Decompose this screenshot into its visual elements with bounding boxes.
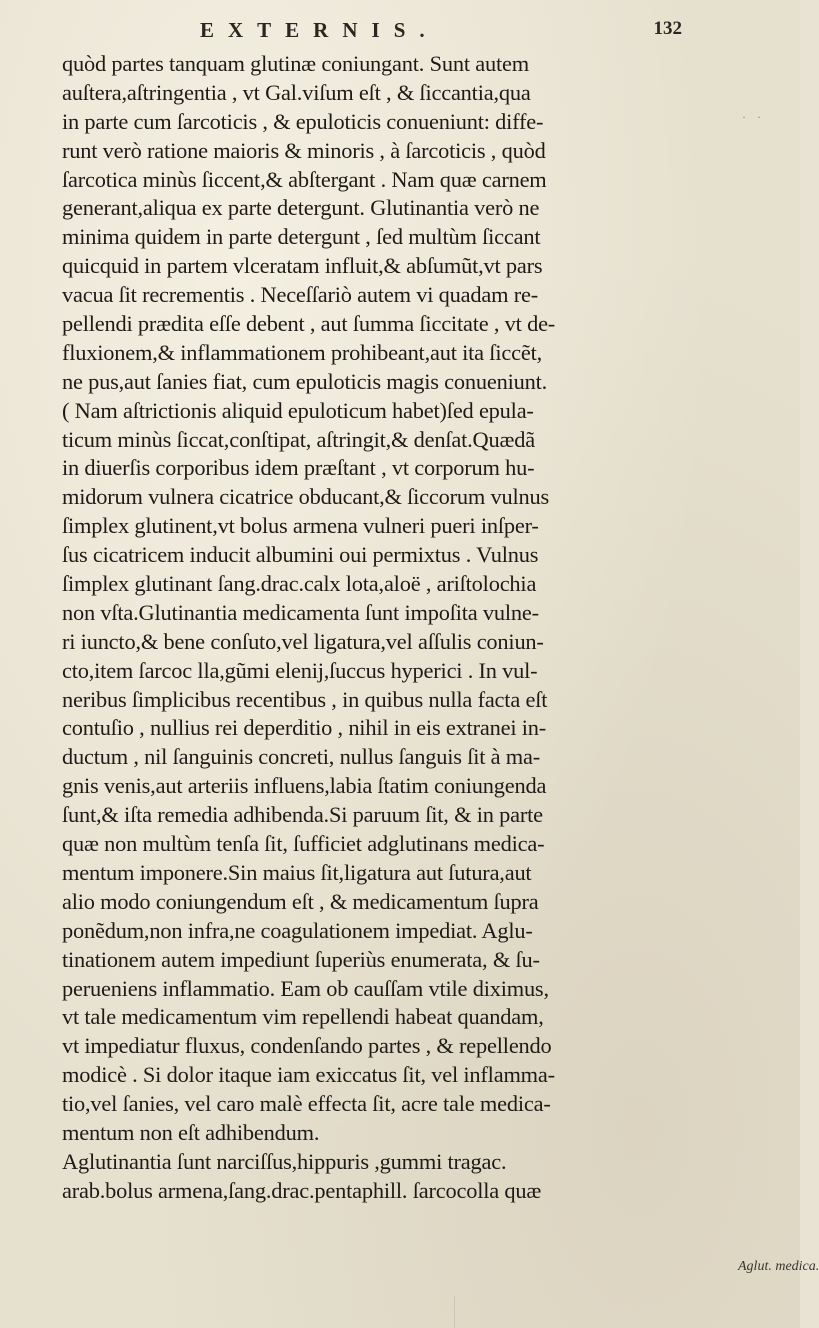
text-line: minima quidem in parte detergunt , ſed multùm ſiccant bbox=[62, 224, 541, 250]
text-line: arab.bolus armena,ſang.drac.pentaphill. ſarcocolla quæ bbox=[62, 1177, 542, 1203]
text-line: vt tale medicamentum vim repellendi habeat quandam, bbox=[62, 1004, 544, 1030]
text-line: quæ non multùm tenſa ſit, ſufficiet adglutinans medica- bbox=[62, 831, 545, 857]
text-line: pellendi prædita eſſe debent , aut ſumma ſiccitate , vt de- bbox=[62, 311, 556, 337]
text-line: perueniens inflammatio. Eam ob cauſſam vtile diximus, bbox=[62, 975, 549, 1001]
text-line: auſtera,aſtringentia , vt Gal.viſum eſt , & ſiccantia,qua bbox=[62, 79, 531, 105]
text-line: ponẽdum,non infra,ne coagulationem impediat. Aglu- bbox=[62, 917, 533, 943]
page-header bbox=[90, 12, 730, 46]
text-line: contuſio , nullius rei deperditio , nihil in eis extranei in- bbox=[62, 715, 547, 741]
text-line: neribus ſimplicibus recentibus , in quibus nulla facta eſt bbox=[62, 686, 548, 712]
paper-thread bbox=[454, 1296, 455, 1328]
text-line: ſimplex glutinant ſang.drac.calx lota,aloë , ariſtolochia bbox=[62, 571, 537, 597]
page-number: 132 bbox=[653, 18, 682, 39]
text-line: cto,item ſarcoc lla,gũmi elenij,ſuccus hyperici . In vul- bbox=[62, 657, 538, 683]
text-line: ticum minùs ſiccat,conſtipat, aſtringit,& denſat.Quædã bbox=[62, 426, 535, 452]
text-line: ſus cicatricem inducit albumini oui permixtus . Vulnus bbox=[62, 542, 539, 568]
text-line: ſimplex glutinent,vt bolus armena vulneri pueri inſper- bbox=[62, 513, 539, 539]
text-line: Aglutinantia ſunt narciſſus,hippuris ,gummi tragac. bbox=[62, 1148, 507, 1174]
text-line: quòd partes tanquam glutinæ coniungant. Sunt autem bbox=[62, 51, 529, 76]
marginal-note: Aglut. medica. bbox=[738, 1259, 819, 1274]
text-line: mentum imponere.Sin maius ſit,ligatura aut ſutura,aut bbox=[62, 859, 532, 885]
text-line: ſarcotica minùs ſiccent,& abſtergant . Nam quæ carnem bbox=[62, 166, 547, 192]
text-line: non vſta.Glutinantia medicamenta ſunt impoſita vulne- bbox=[62, 599, 539, 625]
text-line: quicquid in partem vlceratam influit,& abſumũt,vt pars bbox=[62, 253, 543, 279]
text-line: vt impediatur fluxus, condenſando partes , & repellendo bbox=[62, 1033, 552, 1059]
text-line: vacua ſit recrementis . Neceſſariò autem vi quadam re- bbox=[62, 282, 538, 308]
text-line: ductum , nil ſanguinis concreti, nullus ſanguis ſit à ma- bbox=[62, 744, 541, 770]
text-line: modicè . Si dolor itaque iam exiccatus ſit, vel inflamma- bbox=[62, 1062, 555, 1088]
text-line: tinationem autem impediunt ſuperiùs enumerata, & ſu- bbox=[62, 946, 540, 972]
text-line: generant,aliqua ex parte detergunt. Glutinantia verò ne bbox=[62, 195, 540, 221]
text-line: fluxionem,& inflammationem prohibeant,aut ita ſiccẽt, bbox=[62, 339, 542, 365]
text-line: alio modo coniungendum eſt , & medicamentum ſupra bbox=[62, 888, 539, 914]
running-head: EXTERNIS. bbox=[200, 18, 439, 42]
text-line: in diuerſis corporibus idem præſtant , vt corporum hu- bbox=[62, 455, 535, 481]
text-line: midorum vulnera cicatrice obducant,& ſiccorum vulnus bbox=[62, 484, 550, 510]
text-line: ri iuncto,& bene conſuto,vel ligatura,vel aſſulis coniun- bbox=[62, 628, 544, 654]
text-line: gnis venis,aut arteriis influens,labia ſtatim coniungenda bbox=[62, 773, 547, 799]
text-line: mentum non eſt adhibendum. bbox=[62, 1119, 320, 1145]
text-line: ( Nam aſtrictionis aliquid epuloticum habet)ſed epula- bbox=[62, 397, 534, 423]
text-line: ſunt,& iſta remedia adhibenda.Si paruum ſit, & in parte bbox=[62, 802, 543, 828]
paper-specks: · · bbox=[742, 110, 765, 124]
text-line: runt verò ratione maioris & minoris , à ſarcoticis , quòd bbox=[62, 137, 546, 163]
text-line: tio,vel ſanies, vel caro malè effecta ſit, acre tale medica- bbox=[62, 1091, 551, 1117]
text-line: ne pus,aut ſanies fiat, cum epuloticis magis conueniunt. bbox=[62, 368, 548, 394]
text-line: in parte cum ſarcoticis , & epuloticis conueniunt: diffe- bbox=[62, 108, 544, 134]
body-text bbox=[62, 50, 734, 1206]
